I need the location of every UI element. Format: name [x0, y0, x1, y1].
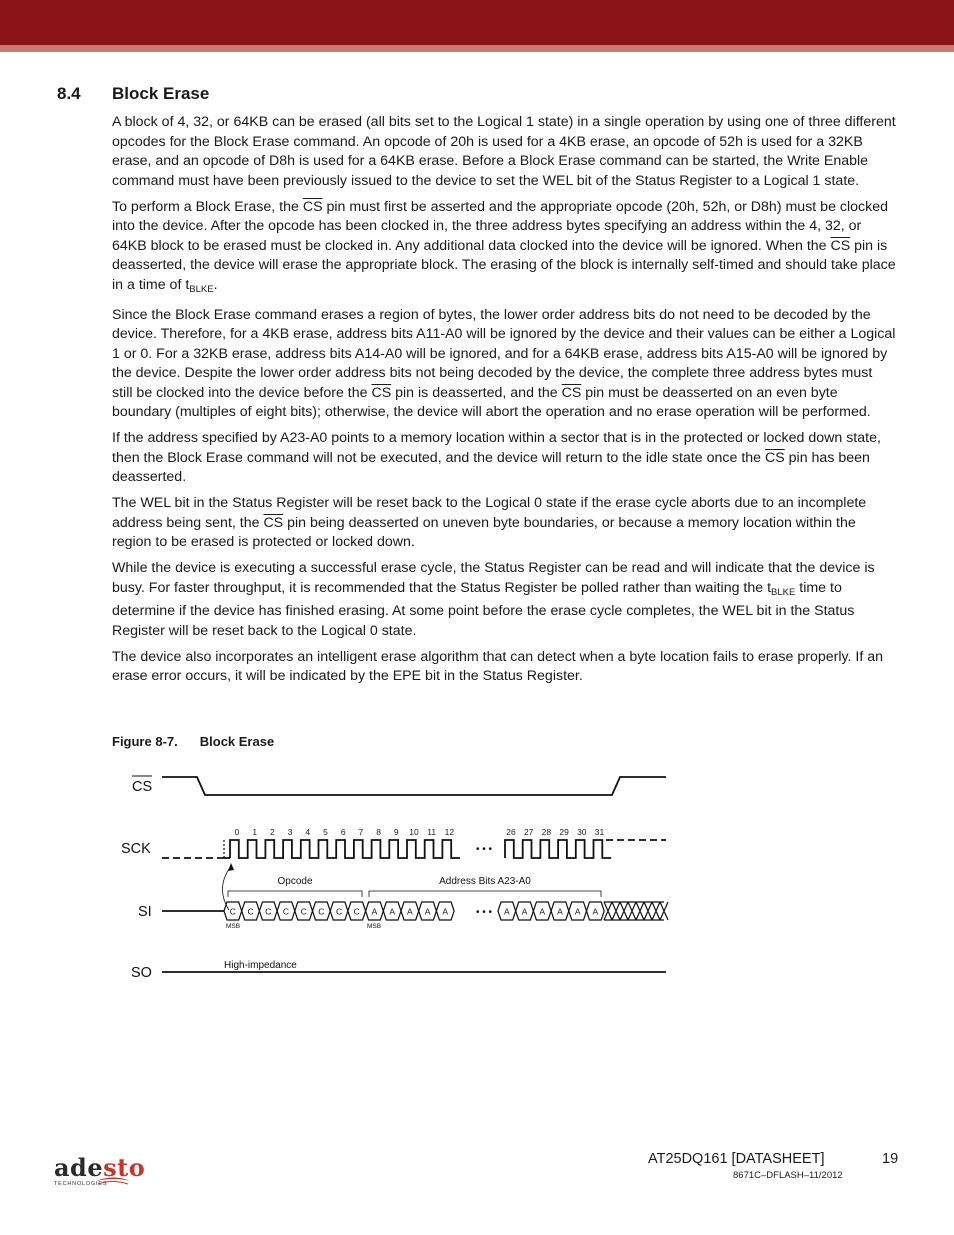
- adesto-logo: [54, 1153, 146, 1187]
- si-opcode-bit: C: [353, 906, 360, 917]
- footer-doc-title: AT25DQ161 [DATASHEET]: [648, 1151, 825, 1167]
- clock-number: 11: [427, 827, 437, 837]
- page-number: 19: [882, 1151, 899, 1167]
- clock-number: 27: [523, 827, 534, 837]
- figure-label: Figure 8-7.: [112, 734, 178, 749]
- si-address-bit: A: [539, 906, 546, 917]
- opcode-label: Opcode: [277, 876, 313, 887]
- clock-number: 2: [270, 827, 275, 837]
- opcode-bracket: [228, 891, 362, 897]
- si-address-bit: A: [389, 906, 395, 917]
- so-high-impedance-label: High-impedance: [224, 960, 297, 971]
- si-address-bit: A: [504, 906, 510, 917]
- clock-number: 31: [594, 827, 605, 837]
- si-opcode-bit: C: [229, 906, 236, 917]
- si-opcode-bit: C: [300, 906, 307, 917]
- signal-label-sck: SCK: [121, 841, 151, 857]
- clock-number: 6: [340, 827, 346, 837]
- logo-subtitle: TECHNOLOGIES: [54, 1181, 108, 1187]
- clock-number: 0: [234, 827, 240, 837]
- clock-number: 7: [358, 827, 364, 837]
- clock-number: 26: [506, 827, 516, 837]
- clock-number: 30: [577, 827, 587, 837]
- paragraph-7: The device also incorporates an intelligent erase algorithm that can detect when a byte location fails to erase properly. If an erase error occurs, it will be indicated by the EPE bit in the Status Register.: [112, 648, 884, 684]
- si-address-bit: A: [371, 906, 378, 917]
- paragraph-6: While the device is executing a successful erase cycle, the Status Register can be read and will indicate that the device is busy. For faster throughput, it is recommended that the Status Register be polled rather than waiting the $t_{BLKE}$ time to determine if the device has finished erasing. At some point before the erase cycle completes, the WEL bit in the Status Register will be reset back to the Logical 0 state.: [112, 560, 875, 639]
- sck-ellipsis: • • •: [475, 844, 493, 855]
- si-opcode-bit: C: [247, 906, 254, 917]
- section-number: 8.4: [57, 84, 81, 103]
- clock-number: 12: [444, 827, 455, 837]
- timing-diagram: [0, 760, 954, 1000]
- sample-arrowhead: [228, 863, 234, 871]
- body-text: [112, 113, 896, 693]
- clock-number: 4: [305, 827, 311, 837]
- si-address-bit: A: [557, 906, 563, 917]
- cs-signal: $\overline{CS}$: [371, 384, 392, 401]
- cs-signal: $\overline{CS}$: [830, 237, 851, 254]
- address-bracket: [369, 891, 601, 897]
- section-title: Block Erase: [112, 84, 210, 103]
- paragraph-1: A block of 4, 32, or 64KB can be erased (all bits set to the Logical 1 state) in a single operation by using one of three different opcodes for the Block Erase command. An opcode of 20h is used for a 4KB erase, an opcode of 52h is used for a 32KB erase, and an opcode of D8h is used for a 64KB erase. Before a Block Erase command can be started, the Write Enable command must have been previously issued to the device to set the WEL bit of the Status Register to a Logical 1 state.: [112, 114, 896, 189]
- si-opcode-bit: C: [335, 906, 343, 917]
- si-ellipsis: • • •: [475, 907, 493, 918]
- clock-number: 28: [541, 827, 552, 837]
- si-address-bit: A: [574, 906, 581, 917]
- clock-number: 9: [393, 827, 399, 837]
- si-address-bit: A: [424, 906, 431, 917]
- sck-pulses-right: [505, 840, 611, 858]
- paragraph-3: Since the Block Erase command erases a region of bytes, the lower order address bits do not need to be decoded by the device. Therefore, for a 4KB erase, address bits A11-A0 will be ignored by the device and their values can be either a Logical 1 or 0. For a 32KB erase, address bits A14-A0 will be ignored, and for a 64KB erase, address bits A15-A0 will be ignored by the device. Despite the lower order address bits not being decoded by the device, the complete three address bytes must still be clocked into the device before the $\overline{CS}$ pin is deasserted, and the $\overline{CS}$ pin must be deasserted on an even byte boundary (multiples of eight bits); otherwise, the device will abort the operation and no erase operation will be performed.: [112, 306, 896, 420]
- si-address-bit: A: [592, 906, 599, 917]
- figure-title: Block Erase: [199, 734, 275, 749]
- clock-number: 3: [287, 827, 293, 837]
- paragraph-5: The WEL bit in the Status Register will be reset back to the Logical 0 state if the erase cycle aborts due to an incomplete address being sent, the $\overline{CS}$ pin being deasserted on uneven byte boundaries, or because a memory location within the region to be erased is protected or locked down.: [112, 495, 867, 550]
- signal-label-si: SI: [138, 904, 152, 920]
- clock-number: 8: [376, 827, 381, 837]
- cs-signal: $\overline{CS}$: [561, 384, 582, 401]
- clock-number: 29: [559, 827, 569, 837]
- signal-label-cs: CS: [132, 779, 153, 795]
- si-address-bit: A: [407, 906, 413, 917]
- paragraph-2: To perform a Block Erase, the $\overline{CS}$ pin must first be asserted and the appropriate opcode (20h, 52h, or D8h) must be clocked into the device. After the opcode has been clocked in, the three address bytes specifying an address within the 4, 32, or 64KB block to be erased must be clocked in. Any additional data clocked into the device will be ignored. When the $\overline{CS}$ pin is deasserted, the device will erase the appropriate block. The erasing of the block is internally self-timed and should take place in a time of $t_{BLKE}$.: [112, 198, 896, 295]
- si-dont-care: [604, 902, 668, 920]
- header-stripe: [0, 45, 954, 52]
- si-opcode-bit: C: [282, 906, 290, 917]
- figure-caption: [112, 734, 274, 749]
- logo-swoosh-icon: [94, 1176, 132, 1186]
- paragraph-4: If the address specified by A23-A0 points to a memory location within a sector that is in the protected or locked down state, then the Block Erase command will not be executed, and the device will return to the idle state once the $\overline{CS}$ pin has been deasserted.: [112, 430, 881, 485]
- msb-label-address: MSB: [366, 923, 382, 930]
- cs-signal: $\overline{CS}$: [302, 198, 323, 215]
- si-opcode-bit: C: [318, 906, 325, 917]
- header-bar: [0, 0, 954, 45]
- si-opcode-bit: C: [265, 906, 272, 917]
- signal-label-so: SO: [131, 965, 152, 981]
- msb-label-opcode: MSB: [225, 923, 241, 930]
- address-label: Address Bits A23-A0: [439, 876, 531, 887]
- clock-number: 1: [252, 827, 258, 837]
- cs-signal: $\overline{CS}$: [263, 514, 284, 531]
- sck-pulses-left: [230, 840, 460, 858]
- si-address-bit: A: [521, 906, 528, 917]
- clock-number: 5: [323, 827, 328, 837]
- cs-signal: $\overline{CS}$: [765, 449, 785, 466]
- clock-number: 10: [409, 827, 419, 837]
- cs-waveform: [162, 777, 666, 795]
- logo-wordmark: adesto: [54, 1153, 146, 1182]
- si-address-bit: A: [442, 906, 449, 917]
- footer-doc-code: 8671C–DFLASH–11/2012: [733, 1170, 843, 1181]
